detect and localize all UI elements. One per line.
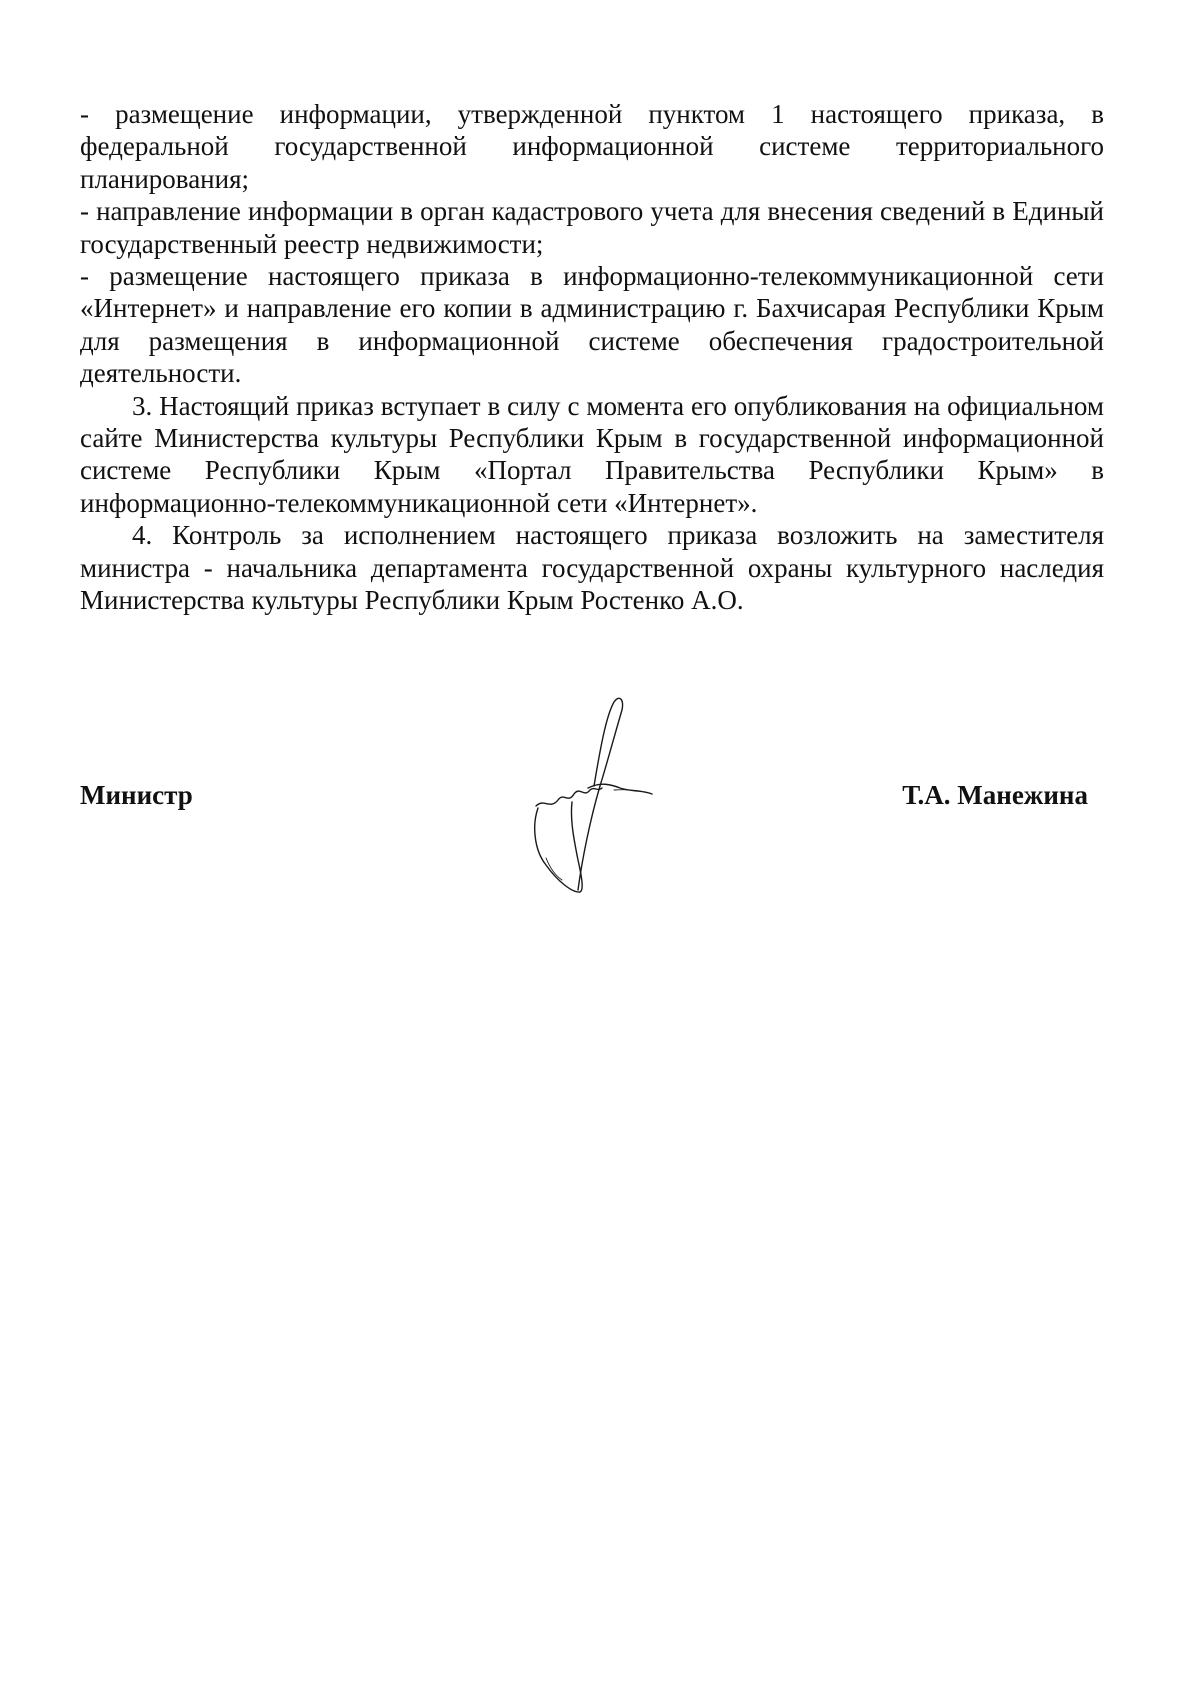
numbered-paragraph-3: 3. Настоящий приказ вступает в силу с момента его опубликования на официальном сайте Министерства культуры Республики Крым в государственной информационной системе Республики Крым «Портал Правительства Республики Крым» в информационно-телекоммуникационной сети «Интернет». [80,390,1104,518]
bullet-paragraph-internet: - размещение настоящего приказа в информационно-телекоммуникационной сети «Интернет» и направление его копии в администрацию г. Бахчисарая Республики Крым для размещения в информационной системе обеспечения градостроительной деятельности. [80,261,1104,389]
bullet-paragraph-cadastre: - направление информации в орган кадастрового учета для внесения сведений в Единый государственный реестр недвижимости; [80,196,1104,259]
handwritten-signature [528,690,698,905]
document-body [80,98,1104,617]
numbered-paragraph-4: 4. Контроль за исполнением настоящего приказа возложить на заместителя министра - начальника департамента государственной охраны культурного наследия Министерства культуры Республики Крым Ростенко А.О. [80,520,1104,616]
signatory-title: Министр [80,780,193,810]
bullet-paragraph-publish-fgis: - размещение информации, утвержденной пунктом 1 настоящего приказа, в федеральной государственной информационной системе территориального планирования; [80,99,1104,194]
signatory-name: Т.А. Манежина [902,780,1088,810]
